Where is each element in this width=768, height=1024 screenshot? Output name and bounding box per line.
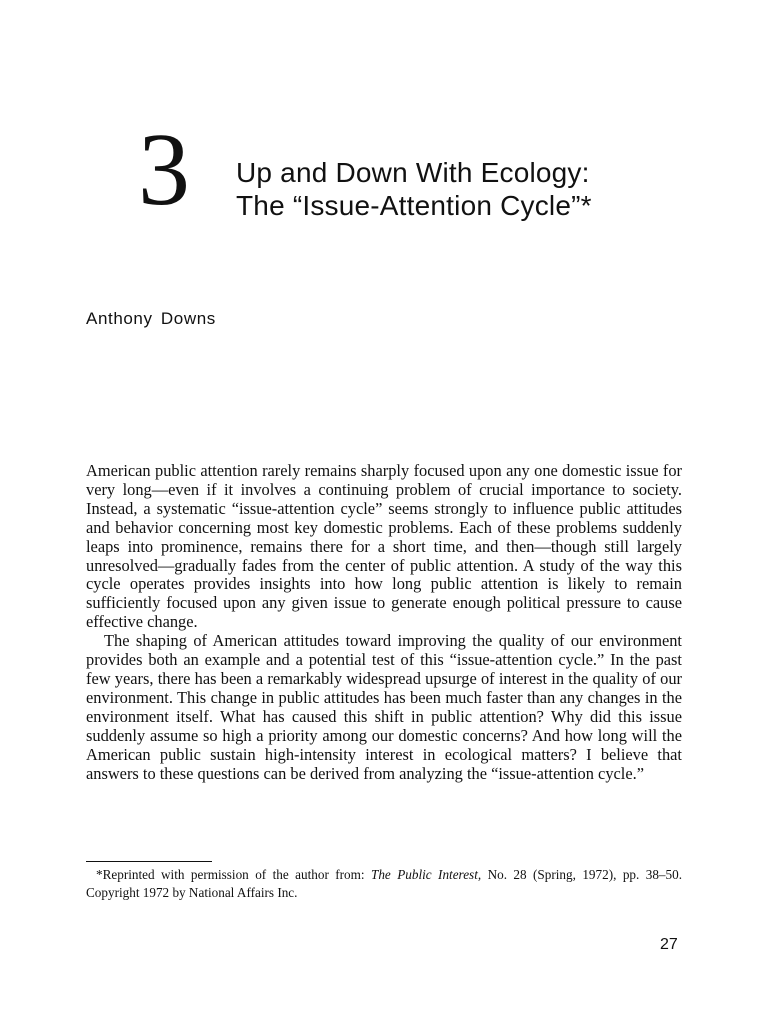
page-number: 27 [660,936,678,953]
body-paragraph: The shaping of American attitudes toward improving the quality of our environment provides both an example and a potential test of this “issue-attention cycle.” In the past few years, there has been a remarkably widespread upsurge of interest in the quality of our environment. This change in public attitudes has been much faster than any changes in the environment itself. What has caused this shift in public attention? Why did this issue suddenly assume so high a priority among our domestic concerns? And how long will the American public sustain high-intensity interest in ecological matters? I believe that answers to these questions can be derived from analyzing the “issue-attention cycle.” [86,631,682,783]
body-text [86,462,682,783]
footnote-prefix: *Reprinted with permission of the author from: [96,867,371,882]
chapter-title [236,156,592,222]
chapter-title-line-1: Up and Down With Ecology: [236,157,590,188]
footnote-journal-title: The Public Interest, [371,867,482,882]
footnote-suffix: No. 28 (Spring, 1972), pp. 38–50. Copyright 1972 by National Affairs Inc. [86,867,682,900]
body-paragraph: American public attention rarely remains sharply focused upon any one domestic issue for very long—even if it involves a continuing problem of crucial importance to society. Instead, a systematic “issue-attention cycle” seems strongly to influence public attitudes and behavior concerning most key domestic problems. Each of these problems suddenly leaps into prominence, remains there for a short time, and then—though still largely unresolved—gradually fades from the center of public attention. A study of the way this cycle operates provides insights into how long public attention is likely to remain sufficiently focused upon any given issue to generate enough political pressure to cause effective change. [86,461,682,632]
chapter-number: 3 [138,112,190,227]
footnote-divider [86,861,212,862]
chapter-title-line-2: The “Issue-Attention Cycle”* [236,190,592,221]
author-name: Anthony Downs [86,309,216,328]
footnote [86,866,682,902]
